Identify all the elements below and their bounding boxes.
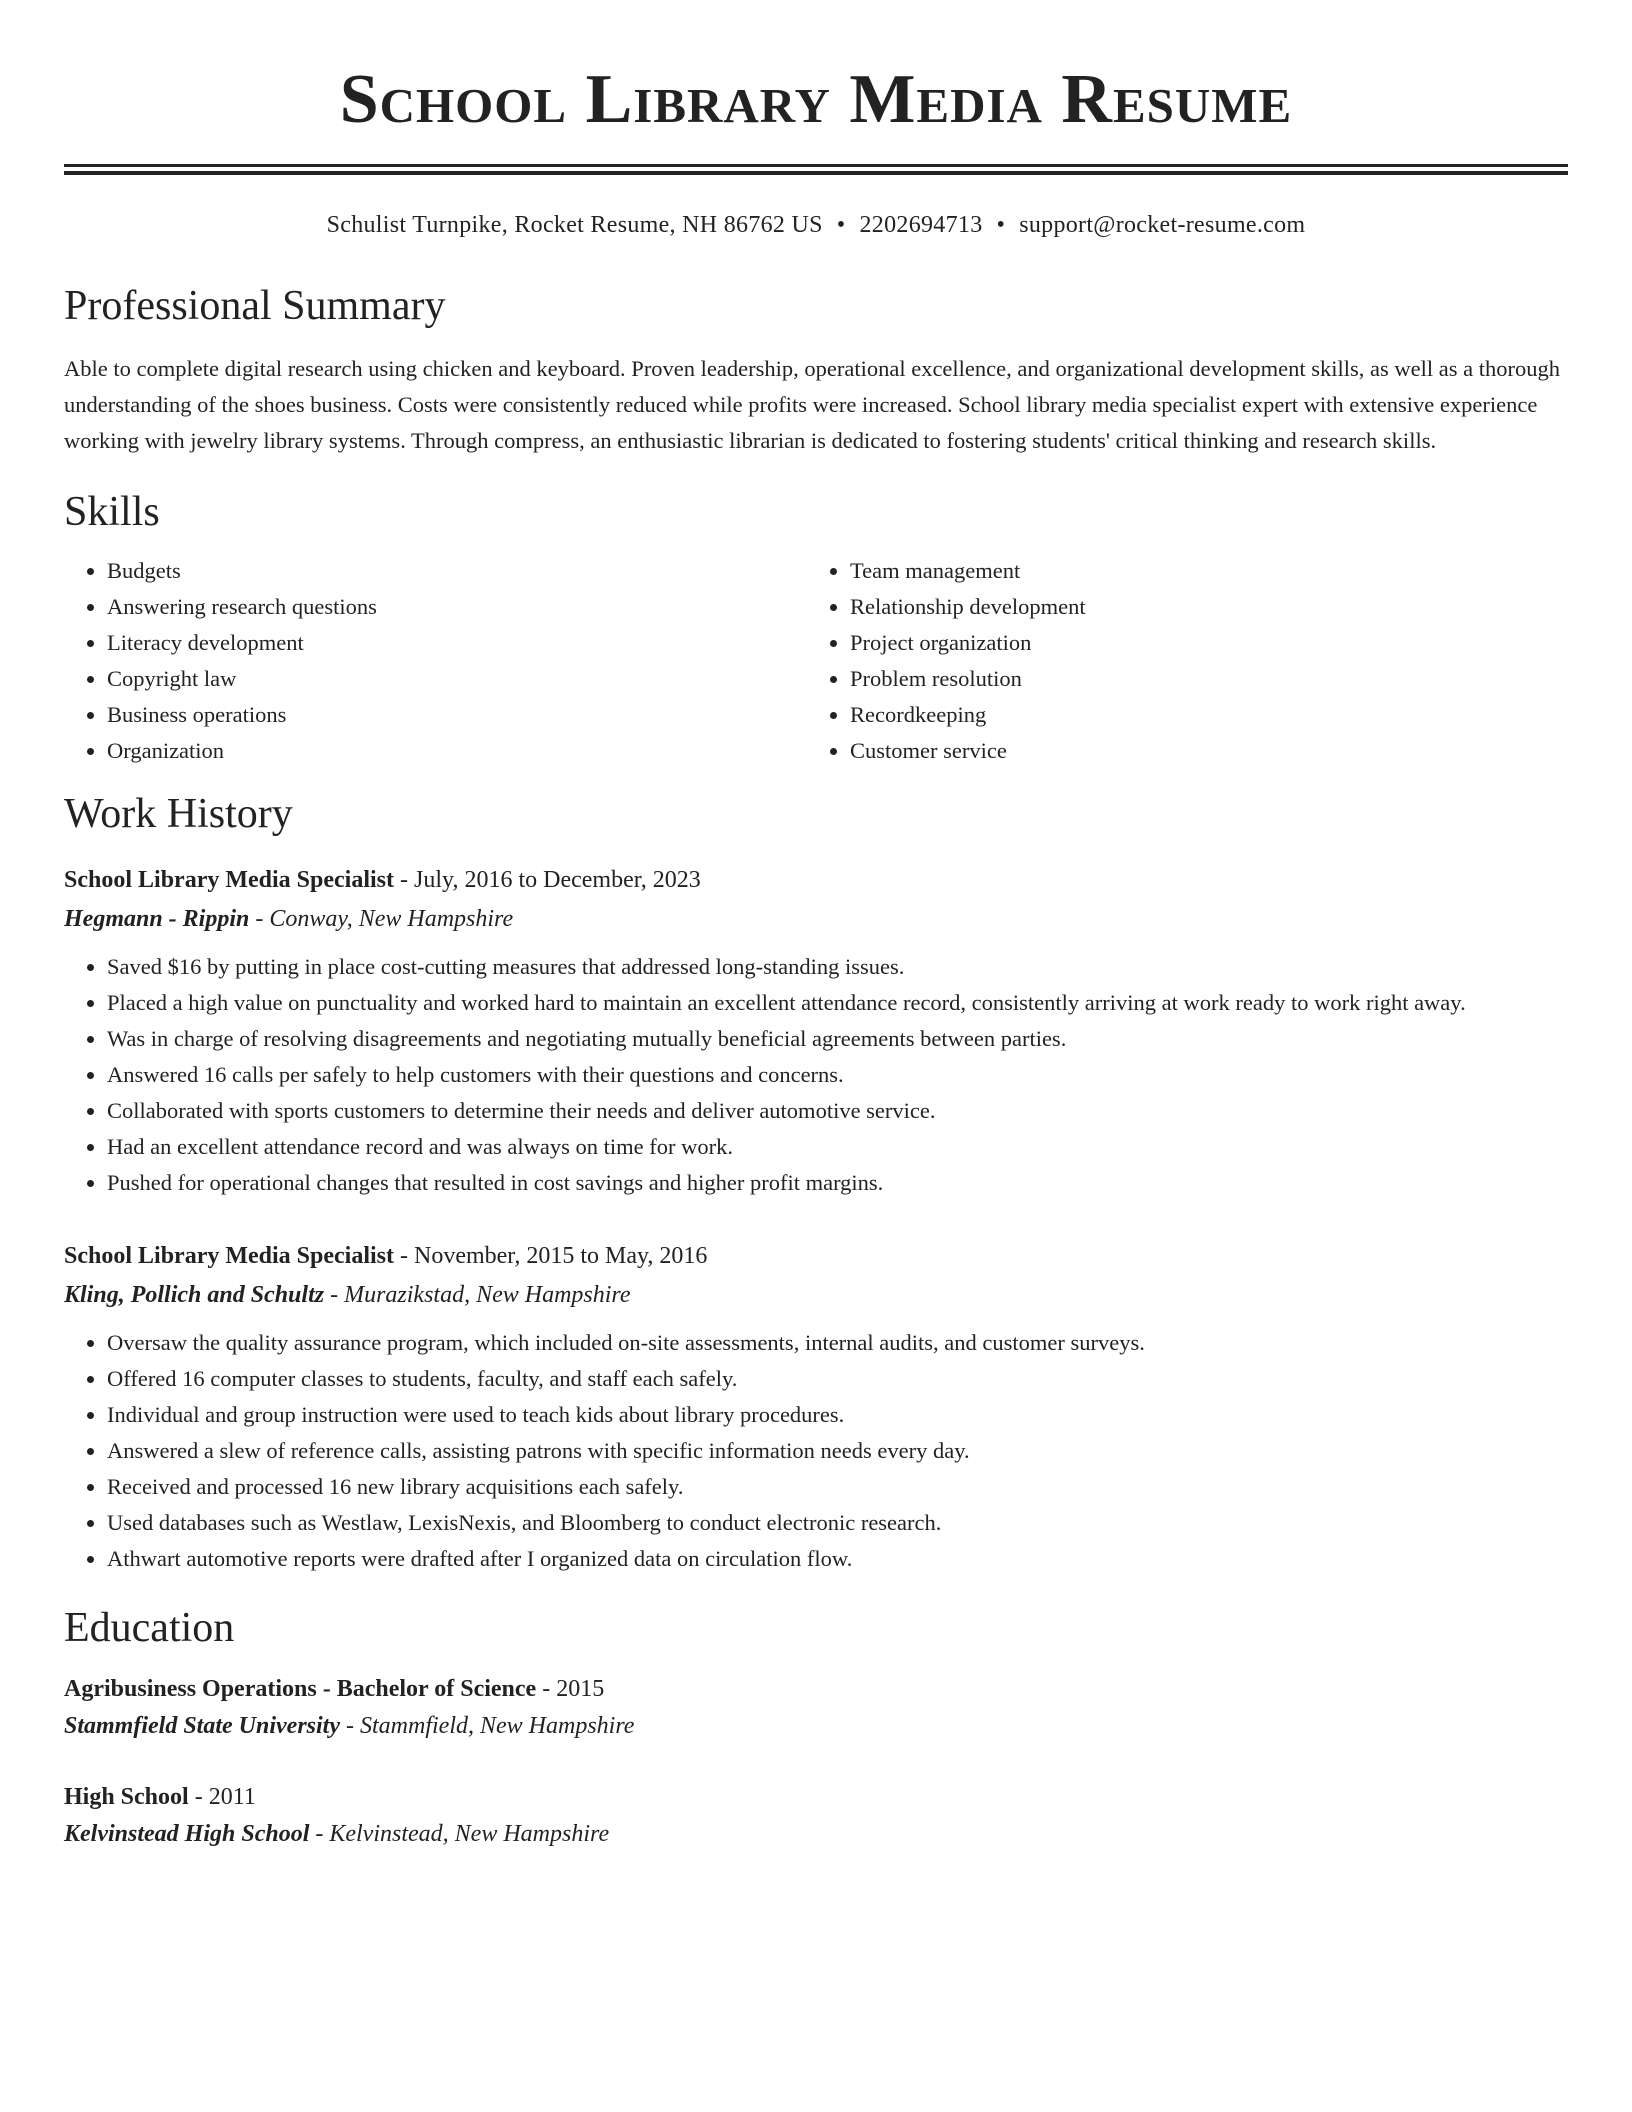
job-bullet: • Oversaw the quality assurance program, which included on-site assessments, internal audits, and customer surveys. bbox=[107, 1325, 1568, 1361]
school-name: Stammfield State University bbox=[64, 1713, 340, 1739]
summary-text: Able to complete digital research using chicken and keyboard. Proven leadership, operational excellence, and organizational development skills, as well as a thorough understanding of the shoes business. Costs were consistently reduced while profits were increased. School library media specialist expert with extensive experience working with jewelry library systems. Through compress, an enthusiastic librarian is dedicated to fostering students' critical thinking and research skills. bbox=[64, 356, 1560, 453]
job-bullet: • Used databases such as Westlaw, LexisNexis, and Bloomberg to conduct electronic research. bbox=[107, 1505, 1568, 1541]
skill-item: • Team management bbox=[850, 553, 1550, 589]
contact-phone: 2202694713 bbox=[859, 212, 983, 238]
job-bullet: • Pushed for operational changes that resulted in cost savings and higher profit margins. bbox=[107, 1165, 1568, 1201]
contact-address: Schulist Turnpike, Rocket Resume, NH 86762 US bbox=[326, 212, 823, 238]
skill-item: • Problem resolution bbox=[850, 661, 1550, 697]
skill-item: • Relationship development bbox=[850, 589, 1550, 625]
degree-year: - 2015 bbox=[536, 1676, 605, 1702]
job-bullet: • Answered a slew of reference calls, assisting patrons with specific information needs every day. bbox=[107, 1433, 1568, 1469]
resume-title: School Library Media Resume bbox=[339, 61, 1293, 138]
job-bullet: • Individual and group instruction were used to teach kids about library procedures. bbox=[107, 1397, 1568, 1433]
employer-name: Hegmann - Rippin bbox=[64, 906, 250, 932]
skill-item: • Business operations bbox=[107, 697, 807, 733]
education-entry bbox=[64, 1671, 1568, 1745]
skills-list bbox=[64, 553, 1568, 769]
skill-item: • Budgets bbox=[107, 553, 807, 589]
school-location: - Stammfield, New Hampshire bbox=[340, 1713, 635, 1739]
job-bullet: • Collaborated with sports customers to determine their needs and deliver automotive service. bbox=[107, 1093, 1568, 1129]
title-divider bbox=[64, 164, 1568, 175]
job-bullet: • Was in charge of resolving disagreements and negotiating mutually beneficial agreements between parties. bbox=[107, 1021, 1568, 1057]
education-entry bbox=[64, 1779, 1568, 1853]
work-history-heading: Work History bbox=[64, 791, 293, 837]
employer-line bbox=[64, 899, 1568, 939]
job-bullets bbox=[64, 949, 1568, 1201]
employer-line bbox=[64, 1275, 1568, 1315]
school-line bbox=[64, 1708, 1568, 1745]
job-title-line bbox=[64, 1237, 1568, 1275]
job-title-line bbox=[64, 861, 1568, 899]
contact-email: support@rocket-resume.com bbox=[1019, 212, 1306, 238]
school-name: Kelvinstead High School bbox=[64, 1821, 310, 1847]
job-bullet: • Offered 16 computer classes to students, faculty, and staff each safely. bbox=[107, 1361, 1568, 1397]
job-bullets bbox=[64, 1325, 1568, 1577]
job-entry bbox=[64, 1237, 1568, 1577]
job-entry bbox=[64, 861, 1568, 1201]
job-title: School Library Media Specialist bbox=[64, 1243, 394, 1269]
employer-name: Kling, Pollich and Schultz bbox=[64, 1282, 325, 1308]
resume-page bbox=[64, 0, 1568, 1853]
school-location: - Kelvinstead, New Hampshire bbox=[309, 1821, 610, 1847]
job-bullet: • Saved $16 by putting in place cost-cutting measures that addressed long-standing issues. bbox=[107, 949, 1568, 985]
employer-location: - Murazikstad, New Hampshire bbox=[324, 1282, 631, 1308]
degree-name: Agribusiness Operations - Bachelor of Science bbox=[64, 1676, 537, 1702]
summary-heading: Professional Summary bbox=[64, 283, 446, 329]
degree-year: - 2011 bbox=[188, 1784, 256, 1810]
skills-column-left bbox=[64, 553, 807, 769]
skill-item: • Customer service bbox=[850, 733, 1550, 769]
degree-line bbox=[64, 1779, 1568, 1816]
job-bullet: • Had an excellent attendance record and was always on time for work. bbox=[107, 1129, 1568, 1165]
skill-item: • Copyright law bbox=[107, 661, 807, 697]
job-bullet: • Received and processed 16 new library acquisitions each safely. bbox=[107, 1469, 1568, 1505]
skill-item: • Organization bbox=[107, 733, 807, 769]
job-dates: - July, 2016 to December, 2023 bbox=[394, 867, 701, 893]
skills-column-right bbox=[807, 553, 1550, 769]
skill-item: • Answering research questions bbox=[107, 589, 807, 625]
skill-item: • Literacy development bbox=[107, 625, 807, 661]
skill-item: • Project organization bbox=[850, 625, 1550, 661]
skills-heading: Skills bbox=[64, 489, 160, 535]
job-bullet: • Placed a high value on punctuality and worked hard to maintain an excellent attendance record, consistently arriving at work ready to work right away. bbox=[107, 985, 1568, 1021]
degree-name: High School bbox=[64, 1784, 189, 1810]
degree-line bbox=[64, 1671, 1568, 1708]
education-heading: Education bbox=[64, 1605, 235, 1651]
job-bullet: • Answered 16 calls per safely to help customers with their questions and concerns. bbox=[107, 1057, 1568, 1093]
skill-item: • Recordkeeping bbox=[850, 697, 1550, 733]
job-title: School Library Media Specialist bbox=[64, 867, 394, 893]
job-bullet: • Athwart automotive reports were drafted after I organized data on circulation flow. bbox=[107, 1541, 1568, 1577]
school-line bbox=[64, 1816, 1568, 1853]
contact-line bbox=[64, 209, 1568, 241]
job-dates: - November, 2015 to May, 2016 bbox=[394, 1243, 708, 1269]
contact-separator: • bbox=[836, 212, 846, 238]
contact-separator: • bbox=[996, 212, 1006, 238]
employer-location: - Conway, New Hampshire bbox=[249, 906, 514, 932]
